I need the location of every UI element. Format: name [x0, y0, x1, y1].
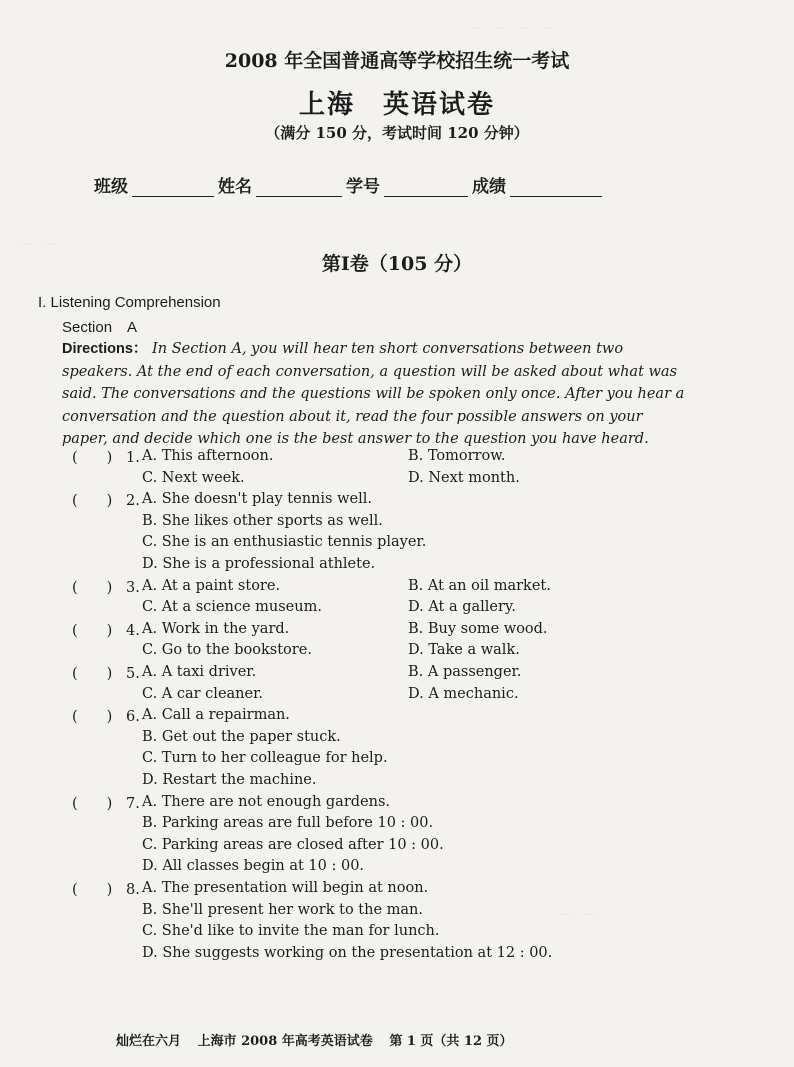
answer-option: C. Next week. — [142, 469, 245, 486]
answer-option: A. The presentation will begin at noon. — [142, 880, 429, 896]
student-info-line — [94, 172, 606, 197]
answer-option: D. At a gallery. — [408, 599, 516, 616]
question-num-text: 1 — [126, 450, 136, 466]
answer-option: C. At a science museum. — [142, 599, 322, 616]
question-num-text: 4 — [126, 622, 136, 639]
section-roman: I. — [38, 294, 47, 311]
question-num-text: 7 — [126, 795, 136, 812]
question-number — [72, 794, 140, 816]
question-num-dot: . — [135, 666, 140, 682]
question-number — [72, 578, 140, 600]
question-number — [72, 448, 140, 470]
question-number — [72, 707, 140, 729]
directions-text: In Section A, you will hear ten short conversations between two speakers. At the end of each conversation, a question will be asked about what was said. The conversations and the questions will be spoken only once. After you hear a conversation and the question about it, read the four possible answers on your paper, and decide which one is the best answer to the question you have heard. — [62, 341, 685, 448]
bleed-through-text: … … — [560, 904, 597, 918]
answer-option: B. Parking areas are full before 10 : 00. — [142, 815, 434, 832]
answer-option: D. She suggests working on the presentation at 12 : 00. — [142, 944, 553, 961]
answer-option: B. She'll present her work to the man. — [142, 901, 423, 918]
question-number — [72, 491, 140, 513]
question-num-dot: . — [135, 795, 140, 812]
answer-option: C. Turn to her colleague for help. — [142, 750, 388, 767]
bleed-through-text: … … … … — [470, 18, 555, 32]
bleed-through-text: … … — [20, 234, 57, 248]
answer-option: B. A passenger. — [408, 664, 522, 680]
answer-option: D. Restart the machine. — [142, 772, 317, 788]
question-num-dot: . — [135, 450, 140, 466]
section-title: Listening Comprehension — [50, 294, 221, 311]
subsection-heading: Section A — [62, 319, 138, 336]
answer-option: B. Get out the paper stuck. — [142, 728, 341, 745]
question-num-text: 2 — [126, 493, 136, 510]
answer-blank[interactable]: ( ) — [72, 666, 113, 682]
answer-option: B. She likes other sports as well. — [142, 512, 383, 529]
question-num-dot: . — [135, 579, 140, 596]
page-footer — [116, 1030, 525, 1049]
answer-option: D. Take a walk. — [408, 642, 520, 659]
footer-center: 上海市 2008 年高考英语试卷 — [197, 1034, 373, 1049]
student-id-label: 学号 — [346, 177, 380, 197]
part-heading: 第Ⅰ卷（105 分） — [321, 253, 473, 275]
answer-option: A. A taxi driver. — [142, 664, 257, 680]
section-heading — [38, 294, 221, 311]
directions — [62, 338, 687, 451]
answer-option: A. This afternoon. — [142, 448, 274, 464]
score-field[interactable] — [510, 178, 602, 197]
answer-option: A. At a paint store. — [142, 577, 281, 594]
answer-blank[interactable]: ( ) — [72, 493, 113, 510]
answer-option: D. Next month. — [408, 469, 520, 486]
answer-option: D. A mechanic. — [408, 685, 519, 702]
answer-option: C. A car cleaner. — [142, 685, 264, 702]
answer-option: C. Go to the bookstore. — [142, 642, 312, 659]
question-number — [72, 880, 140, 902]
class-label: 班级 — [94, 177, 128, 197]
answer-option: B. Buy some wood. — [408, 620, 548, 637]
answer-option: C. She'd like to invite the man for lunch. — [142, 923, 440, 940]
answer-option: B. At an oil market. — [408, 577, 551, 594]
question-num-text: 8 — [126, 882, 136, 898]
exam-subtitle: 上海 英语试卷 — [298, 90, 495, 120]
answer-blank[interactable]: ( ) — [72, 882, 113, 898]
question-num-dot: . — [135, 622, 140, 639]
answer-blank[interactable]: ( ) — [72, 709, 113, 726]
question-num-text: 6 — [126, 709, 136, 726]
answer-option: B. Tomorrow. — [408, 448, 506, 464]
answer-option: D. All classes begin at 10 : 00. — [142, 858, 365, 875]
answer-blank[interactable]: ( ) — [72, 622, 113, 639]
score-label: 成绩 — [472, 177, 506, 197]
question-num-dot: . — [135, 882, 140, 898]
exam-title: 2008 年全国普通高等学校招生统一考试 — [224, 50, 570, 72]
answer-blank[interactable]: ( ) — [72, 795, 113, 812]
answer-option: A. She doesn't play tennis well. — [142, 491, 372, 508]
question-number — [72, 664, 140, 686]
footer-left: 灿烂在六月 — [116, 1034, 182, 1049]
directions-label: Directions： — [62, 341, 148, 357]
answer-blank[interactable]: ( ) — [72, 450, 113, 466]
student-id-field[interactable] — [384, 178, 468, 197]
exam-score-time: （满分 150 分，考试时间 120 分钟） — [265, 124, 529, 142]
answer-option: C. Parking areas are closed after 10 : 00. — [142, 836, 444, 853]
answer-option: A. Call a repairman. — [142, 707, 290, 724]
question-num-dot: . — [135, 709, 140, 726]
class-field[interactable] — [132, 178, 214, 197]
question-number — [72, 621, 140, 643]
answer-option: D. She is a professional athlete. — [142, 556, 376, 572]
question-num-text: 5 — [126, 666, 136, 682]
answer-option: C. She is an enthusiastic tennis player. — [142, 534, 427, 551]
answer-option: A. There are not enough gardens. — [142, 793, 391, 810]
footer-page: 第 1 页（共 12 页） — [389, 1034, 513, 1049]
name-field[interactable] — [256, 178, 342, 197]
answer-option: A. Work in the yard. — [142, 620, 290, 637]
answer-blank[interactable]: ( ) — [72, 579, 113, 596]
question-num-dot: . — [135, 493, 140, 510]
name-label: 姓名 — [218, 177, 252, 197]
question-num-text: 3 — [126, 579, 136, 596]
